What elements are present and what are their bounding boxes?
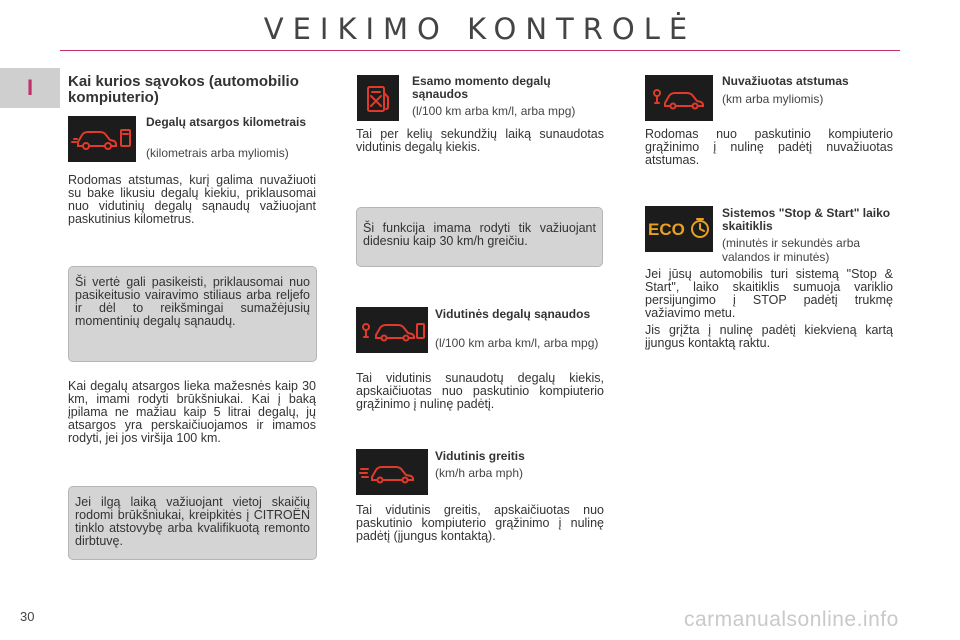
- fuel-pump-icon: [357, 75, 399, 121]
- page-number: 30: [20, 609, 35, 624]
- average-speed-title: Vidutinis greitis: [435, 449, 525, 463]
- stop-start-text: Jei jūsų automobilis turi sistemą "Stop & Start", laiko skaitiklis sumuoja variklio persijungimo į STOP padėtį trukmę važiavimo metu.: [645, 267, 893, 320]
- distance-travelled-icon: [645, 75, 713, 121]
- average-consumption-title: Vidutinės degalų sąnaudos: [435, 307, 591, 321]
- fuel-range-title: Degalų atsargos kilometrais: [146, 115, 307, 129]
- section-tab: [0, 68, 60, 108]
- speed-note: Ši funkcija imama rodyti tik važiuojant didesniu kaip 30 km/h greičiu.: [356, 207, 603, 267]
- average-speed-unit: (km/h arba mph): [435, 466, 524, 480]
- average-speed-icon: [356, 449, 428, 495]
- average-consumption-unit: (l/100 km arba km/l, arba mpg): [435, 336, 599, 350]
- section-heading: Kai kurios sąvokos (automobilio kompiuterio): [68, 73, 299, 106]
- page-title: VEIKIMO KONTROLĖ: [263, 12, 697, 46]
- fuel-range-icon: [68, 116, 136, 162]
- average-consumption-text: Tai vidutinis sunaudotų degalų kiekis, apskaičiuotas nuo paskutinio kompiuterio grąžinimo į nulinę padėtį.: [356, 371, 604, 411]
- stop-start-title: Sistemos "Stop & Start" laiko skaitiklis: [722, 206, 891, 233]
- stop-start-unit: (minutės ir sekundės arba valandos ir minutės): [722, 236, 861, 264]
- section-tab-label: I: [26, 75, 34, 100]
- instant-consumption-unit: (l/100 km arba km/l, arba mpg): [412, 104, 576, 118]
- eco-text: ECO: [648, 220, 685, 239]
- dealer-note: Jei ilgą laiką važiuojant vietoj skaičių rodomi brūkšniukai, kreipkitės į CITROËN tinklo atstovybę arba kvalifikuotą remonto dirbtuvę.: [68, 486, 317, 560]
- distance-text: Rodomas nuo paskutinio kompiuterio grąžinimo į nulinę padėtį nuvažiuotas atstumas.: [645, 127, 893, 167]
- eco-stop-start-icon: [645, 206, 713, 252]
- instant-consumption-text: Tai per kelių sekundžių laiką sunaudotas vidutinis degalų kiekis.: [356, 127, 604, 154]
- average-consumption-icon: [356, 307, 428, 353]
- distance-title: Nuvažiuotas atstumas: [722, 74, 849, 88]
- title-divider: [60, 50, 900, 51]
- fuel-range-note: Ši vertė gali pasikeisti, priklausomai nuo pasikeitusio vairavimo stiliaus arba reljefo ir dėl to reikšmingai sumažėjusių momentinių degalų sąnaudų.: [68, 266, 317, 362]
- watermark: carmanualsonline.info: [684, 608, 899, 631]
- stop-start-reset-text: Jis grįžta į nulinę padėtį kiekvieną kartą įjungus kontaktą raktu.: [645, 323, 893, 350]
- instant-consumption-title: Esamo momento degalų sąnaudos: [412, 74, 551, 101]
- fuel-range-unit: (kilometrais arba myliomis): [146, 146, 289, 160]
- fuel-range-low-text: Kai degalų atsargos lieka mažesnės kaip 30 km, imami rodyti brūkšniukai. Kai į baką įpilama ne mažiau kaip 5 litrai degalų, jų atsargos yra perskaičiuojamos ir imamos rodyti, jei jos viršija 100 km.: [68, 379, 316, 445]
- distance-unit: (km arba myliomis): [722, 92, 824, 106]
- fuel-range-description: Rodomas atstumas, kurį galima nuvažiuoti su bake likusiu degalų kiekiu, priklausomai nuo vidutinių degalų sąnaudų važiuojant paskutinius kilometrus.: [68, 173, 316, 226]
- average-speed-text: Tai vidutinis greitis, apskaičiuotas nuo paskutinio kompiuterio grąžinimo į nulinę padėtį (įjungus kontaktą).: [356, 503, 604, 543]
